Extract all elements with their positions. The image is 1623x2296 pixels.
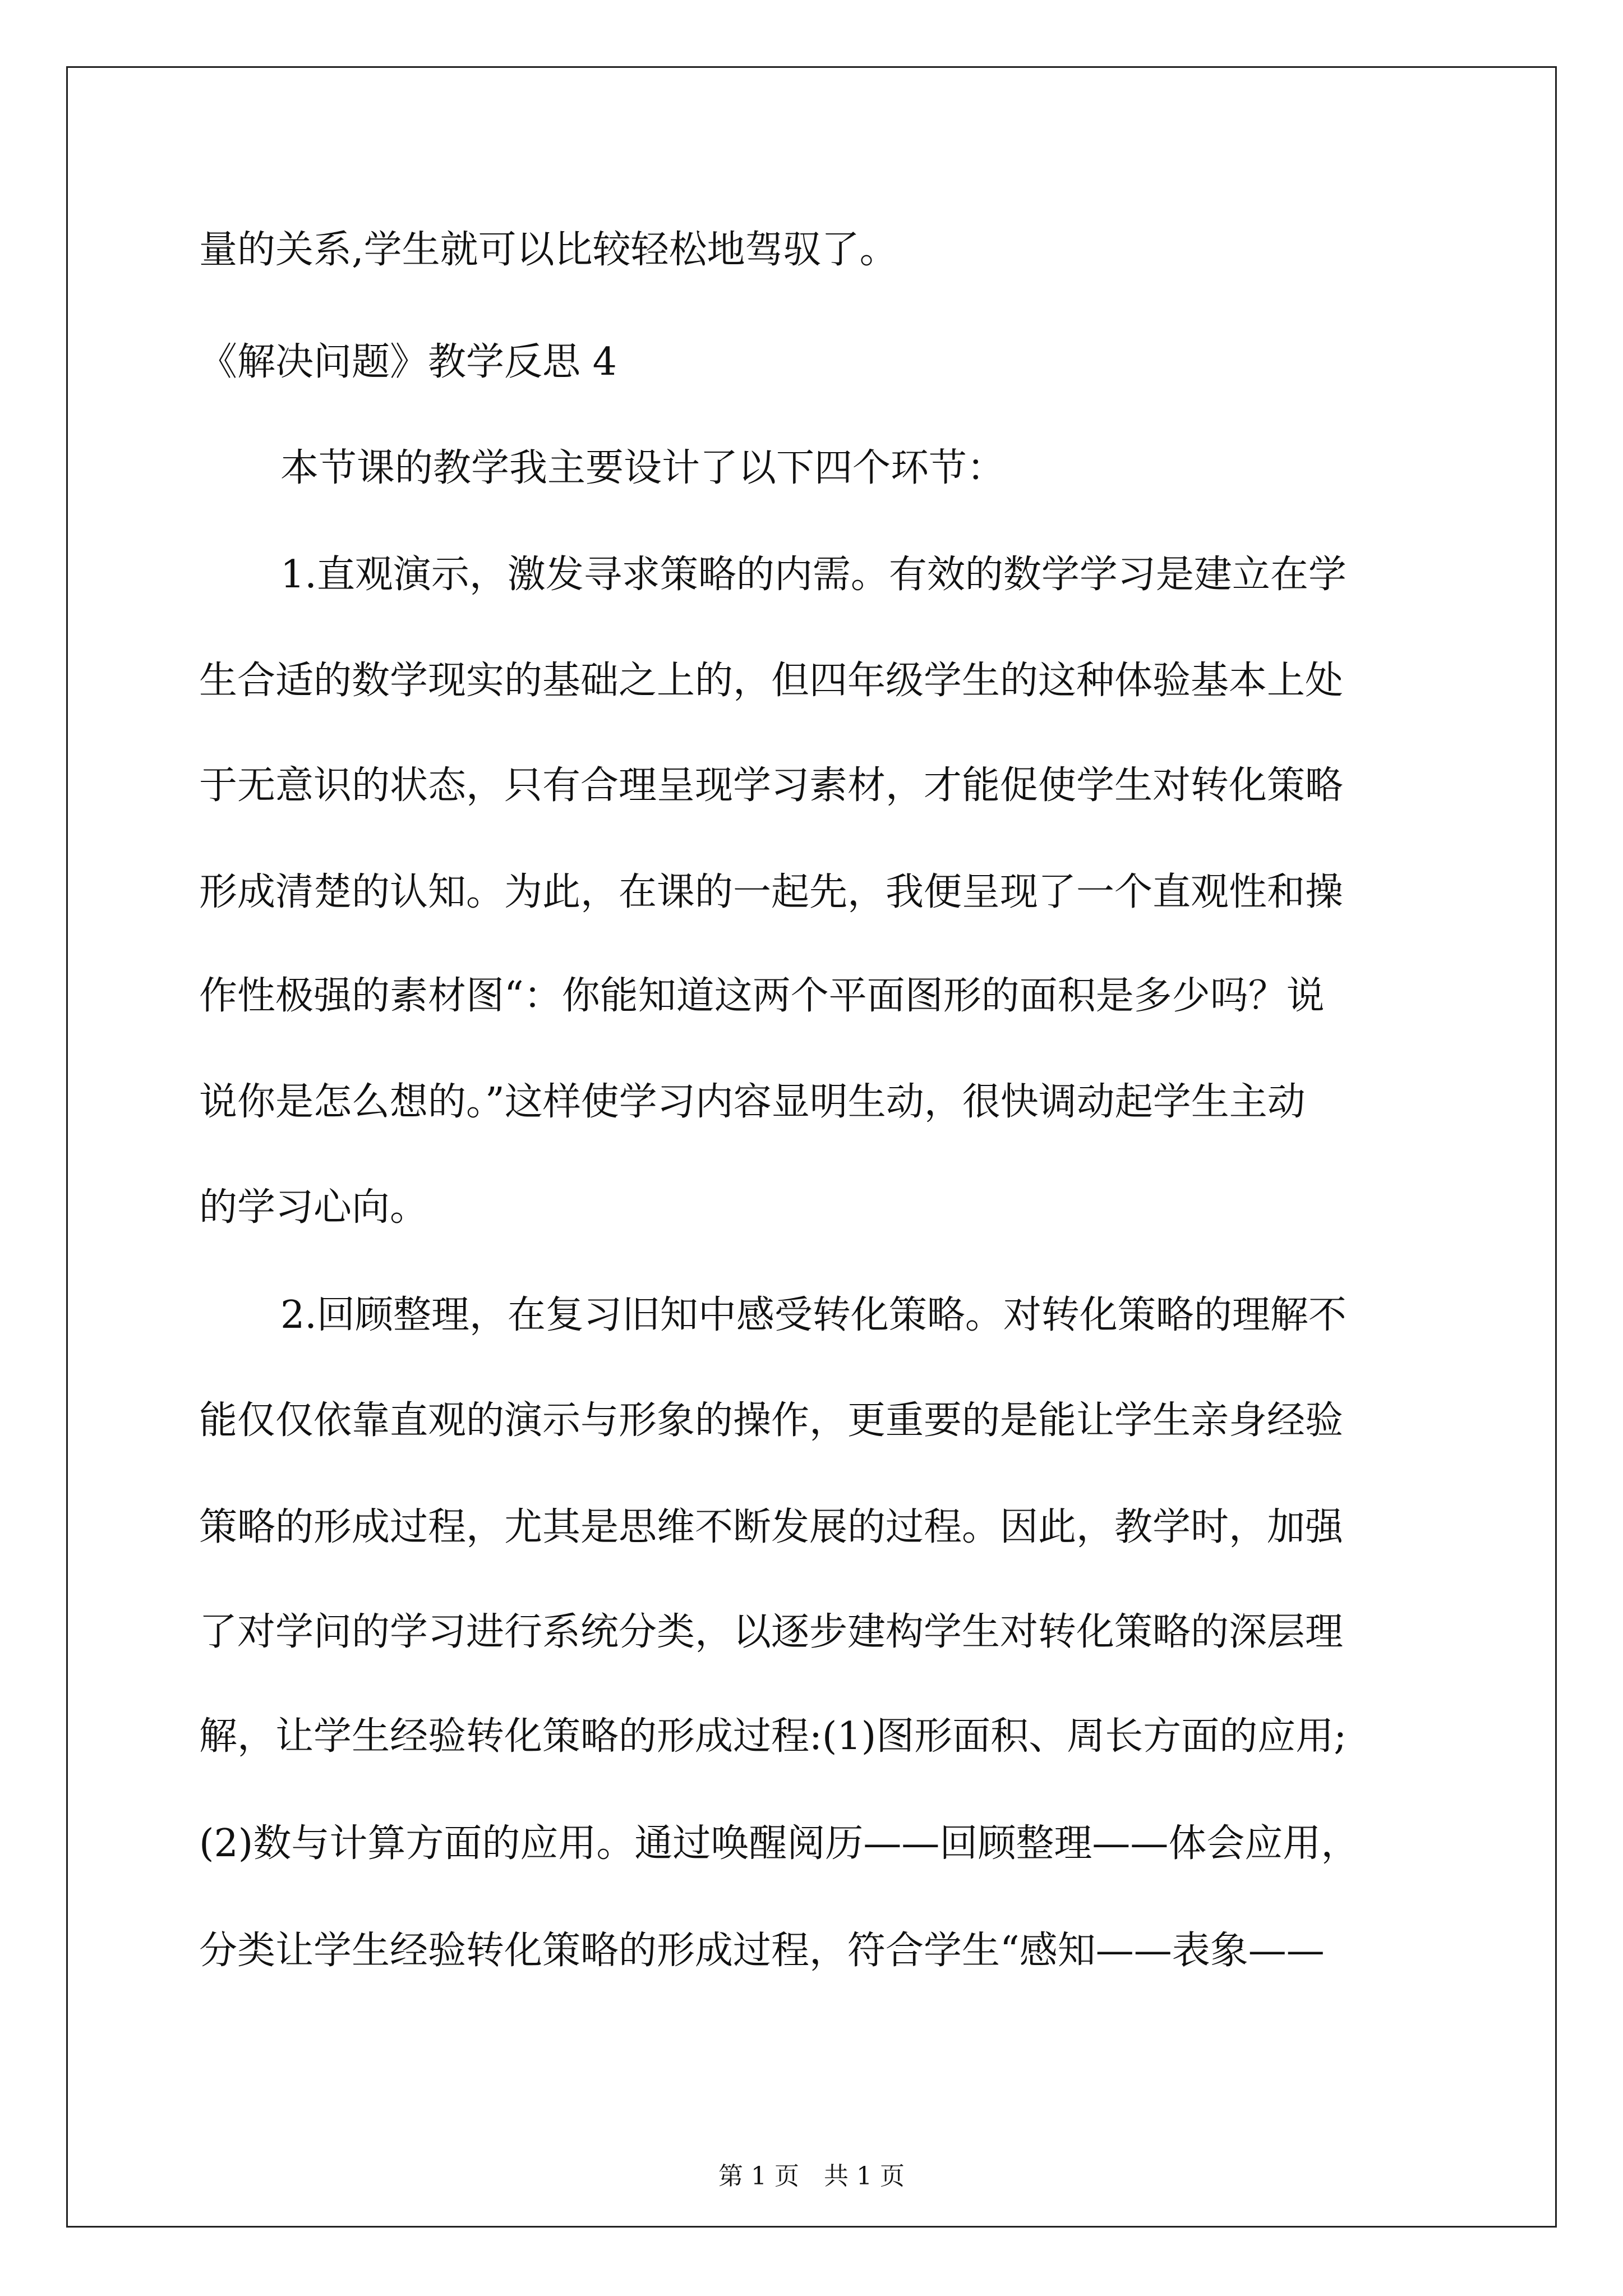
paragraph-line: 了对学问的学习进行系统分类，以逐步建构学生对转化策略的深层理: [199, 1610, 1344, 1654]
page-border: [66, 66, 1557, 2228]
paragraph-line: 形成清楚的认知。为此，在课的一起先，我便呈现了一个直观性和操: [199, 870, 1344, 914]
paragraph-line: 于无意识的状态，只有合理呈现学习素材，才能促使学生对转化策略: [199, 763, 1344, 808]
paragraph-line: (2)数与计算方面的应用。通过唤醒阅历——回顾整理——体会应用，: [199, 1821, 1359, 1866]
paragraph-line: 能仅仅依靠直观的演示与形象的操作，更重要的是能让学生亲身经验: [199, 1398, 1344, 1443]
paragraph-line: 说你是怎么想的。”这样使学习内容显明生动，很快调动起学生主动: [199, 1080, 1306, 1124]
paragraph-line: 分类让学生经验转化策略的形成过程，符合学生“感知——表象——: [199, 1929, 1325, 1973]
text-line: 量的关系,学生就可以比较轻松地驾驭了。: [199, 228, 898, 272]
paragraph-line: 本节课的教学我主要设计了以下四个环节：: [280, 446, 1006, 490]
page-footer: 第 1 页 共 1 页: [718, 2162, 905, 2191]
paragraph-line: 生合适的数学现实的基础之上的，但四年级学生的这种体验基本上处: [199, 659, 1344, 703]
paragraph-line: 解，让学生经验转化策略的形成过程:(1)图形面积、周长方面的应用;: [199, 1714, 1347, 1759]
paragraph-line: 的学习心向。: [199, 1185, 428, 1230]
paragraph-line: 策略的形成过程，尤其是思维不断发展的过程。因此，教学时，加强: [199, 1505, 1344, 1549]
paragraph-line: 2.回顾整理，在复习旧知中感受转化策略。对转化策略的理解不: [280, 1293, 1347, 1337]
paragraph-line: 作性极强的素材图“：你能知道这两个平面图形的面积是多少吗？说: [199, 974, 1325, 1018]
section-heading: 《解决问题》教学反思 4: [199, 340, 617, 384]
paragraph-line: 1.直观演示，激发寻求策略的内需。有效的数学学习是建立在学: [280, 553, 1347, 597]
